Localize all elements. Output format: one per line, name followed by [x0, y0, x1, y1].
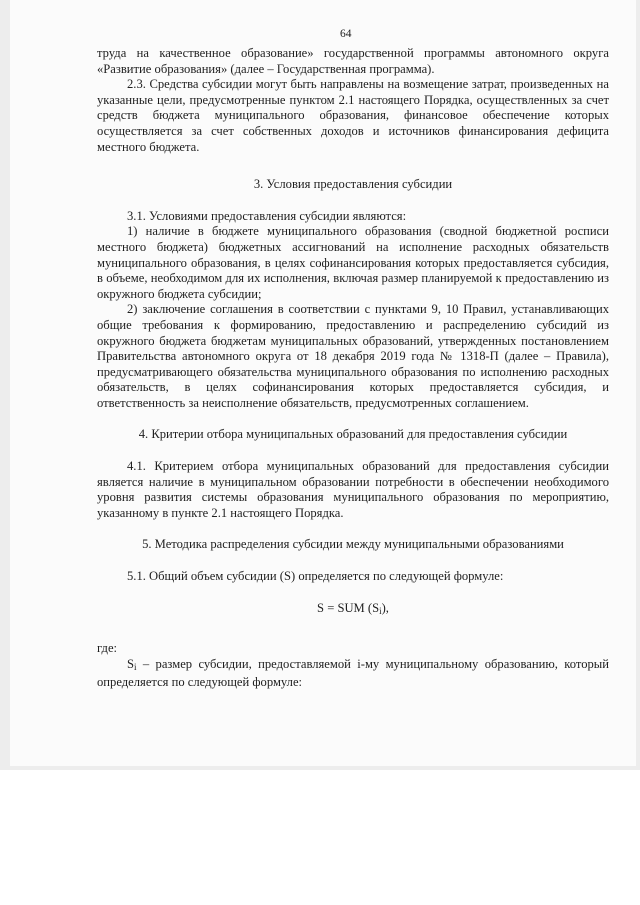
section-heading-4: 4. Критерии отбора муниципальных образований для предоставления субсидии: [138, 427, 568, 442]
definition-text: – размер субсидии, предоставляемой i-му муниципальному образованию, который определяется по следующей формуле:: [97, 656, 609, 690]
paragraph-3-1-item-2: 2) заключение соглашения в соответствии с пунктами 9, 10 Правил, устанавливающих общие требования к формированию, предоставлению и распределению субсидий из окружного бюджета бюджетам муниципальных образований, утвержденных постановлением Правительства автономного округа от 18 декабря 2019 года № 1318-П (далее – Правила), предусматривающего обязательства муниципального образования по исполнению расходных обязательств, в целях софинансирования которых предоставляется субсидия, и ответственность за неисполнение обязательств, предусмотренных соглашением.: [97, 302, 609, 410]
paragraph-3-1-item-1: 1) наличие в бюджете муниципального образования (сводной бюджетной росписи местного бюджета) бюджетных ассигнований на исполнение расходных обязательств муниципального образования, в целях софинансирования которых предоставляется субсидия, в объеме, необходимом для их исполнения, включая размер планируемой к предоставлению из окружного бюджета субсидии;: [97, 224, 609, 301]
section-heading-5: 5. Методика распределения субсидии между муниципальными образованиями: [142, 537, 564, 552]
document-page: [10, 0, 636, 766]
page-number: 64: [340, 28, 352, 40]
paragraph-5-1: 5.1. Общий объем субсидии (S) определяется по следующей формуле:: [127, 569, 504, 584]
formula-tail: ),: [381, 600, 389, 615]
where-label: где:: [97, 641, 118, 656]
definition-symbol: S: [127, 656, 135, 671]
document-body: [97, 46, 609, 691]
formula-main: S = SUM (S: [317, 600, 380, 615]
section-heading-3: 3. Условия предоставления субсидии: [253, 177, 453, 192]
formula-total-subsidy: [97, 601, 609, 620]
paragraph-intro: труда на качественное образование» государственной программы автономного округа «Развитие образования» (далее – Государственная программа).: [97, 46, 609, 76]
paragraph-3-1: 3.1. Условиями предоставления субсидии являются:: [127, 208, 407, 223]
paragraph-2-3: 2.3. Средства субсидии могут быть направлены на возмещение затрат, произведенных на указанные цели, предусмотренные пунктом 2.1 настоящего Порядка, осуществленных за счет средств бюджета муниципального образования, финансовое обеспечение которых осуществляется за счет собственных доходов и источников финансирования дефицита местного бюджета.: [97, 77, 609, 154]
formula-subscript: i: [379, 605, 382, 616]
definition-subscript: i: [134, 661, 137, 672]
paragraph-4-1: 4.1. Критерием отбора муниципальных образований для предоставления субсидии является наличие в муниципальном образовании потребности в обеспечении необходимого уровня развития системы образования муниципального образования по мероприятию, указанному в пункте 2.1 настоящего Порядка.: [97, 459, 609, 520]
definition-si: [97, 657, 609, 691]
